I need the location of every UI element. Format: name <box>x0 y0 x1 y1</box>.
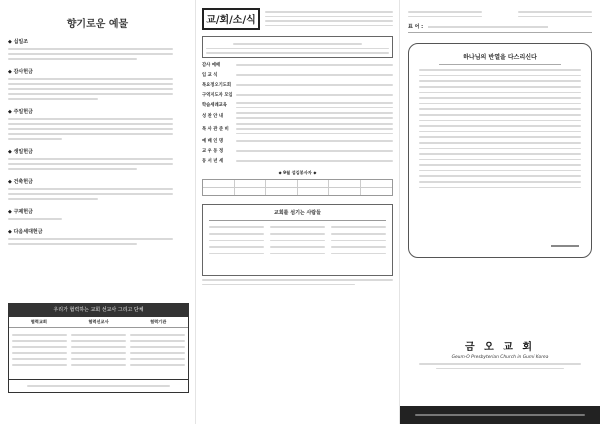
section-heading: ◆ 감사헌금 <box>8 69 33 75</box>
church-signature <box>408 338 592 369</box>
notice-row: 목 사 관 준 비 <box>202 123 393 134</box>
partner-col-org: 협력기관 <box>150 319 167 324</box>
notice-row: 교 우 동 정 <box>202 148 393 154</box>
offering-column <box>0 0 195 424</box>
worship-info-box <box>202 36 393 58</box>
section-heading: ◆ 다음세대헌금 <box>8 229 43 235</box>
offering-section <box>8 108 187 140</box>
offering-section <box>8 208 187 220</box>
church-staff-title: 교회를 섬기는 사람들 <box>274 210 321 217</box>
scripture-title: 하나님의 반열을 다스리신다 <box>463 54 537 62</box>
section-heading: ◆ 십일조 <box>8 39 29 45</box>
section-heading: ◆ 건축헌금 <box>8 179 33 185</box>
notice-row: 감사 예배 <box>202 62 393 68</box>
section-heading: ◆ 생일헌금 <box>8 149 33 155</box>
notice-row: 목요정오기도회 <box>202 82 393 88</box>
motto-line: 표 어 : <box>408 23 592 33</box>
news-logo: 교/회/소/식 <box>202 8 260 30</box>
notice-row: 학습세례교육 <box>202 102 393 109</box>
september-servers-table <box>202 179 393 196</box>
offering-section <box>8 178 187 200</box>
cover-column <box>400 0 600 424</box>
notice-row: 성 찬 안 내 <box>202 112 393 119</box>
offering-section <box>8 68 187 100</box>
partner-box <box>8 303 189 393</box>
section-heading: ◆ 구제헌금 <box>8 209 33 215</box>
scripture-box <box>408 43 592 258</box>
partner-col-missionary: 협력선교사 <box>88 319 109 324</box>
partner-col-church: 협력교회 <box>30 319 47 324</box>
church-english: Geum-O Presbyterian Church in Gumi Korea <box>451 355 549 360</box>
section-heading: ◆ 주일헌금 <box>8 109 33 115</box>
notice-row: 예 배 인 명 <box>202 138 393 144</box>
footer-bar <box>400 406 600 424</box>
offering-section <box>8 148 187 170</box>
church-staff-box <box>202 204 393 276</box>
offering-section <box>8 38 187 60</box>
news-column <box>195 0 400 424</box>
church-name: 금 오 교 회 <box>464 342 536 353</box>
notice-row: 입 교 식 <box>202 72 393 78</box>
notice-row: 구역지도자 모임 <box>202 92 393 98</box>
offering-section <box>8 228 187 245</box>
offering-title: 향기로운 예물 <box>66 19 129 30</box>
september-servers-title: ◆ 9월 섬김봉사자 ◆ <box>278 170 317 176</box>
notice-row: 동 서 년 세 <box>202 158 393 164</box>
partner-box-title: 우리가 협력하는 교회 선교사 그리고 단체 <box>9 304 188 317</box>
